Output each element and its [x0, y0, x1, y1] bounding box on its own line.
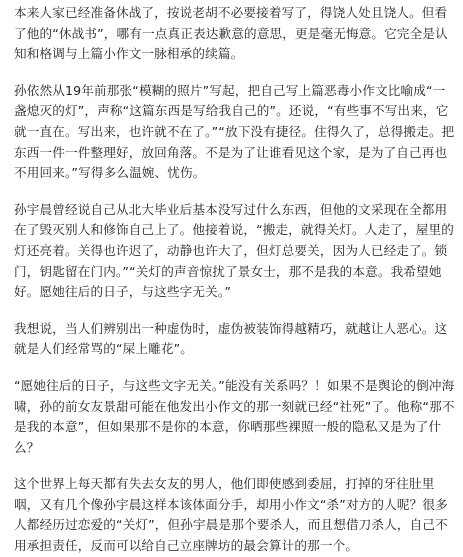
article-paragraph: “愿她往后的日子，与这些文字无关。”能没有关系吗？！如果不是舆论的倒冲海啸，孙的前女友景甜可能在他发出小作文的那一刻就已经“社死”了。他称“那不是我的本意”，但如果那不是你的本意，你晒那些裸照一般的隐私又是为了什么？	[14, 377, 455, 455]
article-paragraph: 孙宇晨曾经说自己从北大毕业后基本没写过什么东西，但他的文采现在全都用在了毁灭别人和修饰自己上了。他接着说，“搬走，就得关灯。人走了，屋里的灯还亮着。关得也许迟了，动静也许大了，但灯总要关，因为人已经走了。锁门，钥匙留在门内。”“关灯的声音惊扰了景女士，那不是我的本意。我希望她好。愿她往后的日子，与这些字无关。”	[14, 201, 454, 300]
article-body	[14, 3, 456, 557]
article-paragraph: 本来人家已经准备休战了，按说老胡不必要接着写了，得饶人处且饶人。但看了他的“休战书”，哪有一点真正表达歉意的意思，更是毫无悔意。它完全是认知和格调与上篇小作文一脉相承的续篇。	[14, 5, 448, 62]
article-paragraph: 这个世界上每天都有失去女友的男人，他们即使感到委屈，打掉的牙往肚里咽，又有几个像孙宇晨这样本该体面分手，却用小作文“杀”对方的人呢？很多人都经历过恋爱的“关灯”，但孙宇晨是那个要杀人，而且想借刀杀人，自己不用承担责任，反而可以给自己立座牌坊的最会算计的那一个。	[14, 476, 448, 554]
article-paragraph: 孙依然从19年前那张“模糊的照片”写起，把自己写上篇恶毒小作文比喻成“一盏熄灭的灯”，声称“这篇东西是写给我自己的”。还说，“有些事不写出来，它就一直在。写出来，也许就不在了。”“放下没有捷径。住得久了，总得搬走。把东西一件一件整理好，放回角落。不是为了让谁看见这个家，是为了自己再也不用回来。”写得多么温婉、忧伤。	[14, 82, 455, 181]
article-paragraph: 我想说，当人们辨别出一种虚伪时，虚伪被装饰得越精巧，就越让人恶心。这就是人们经常骂的“屎上雕花”。	[14, 320, 448, 357]
